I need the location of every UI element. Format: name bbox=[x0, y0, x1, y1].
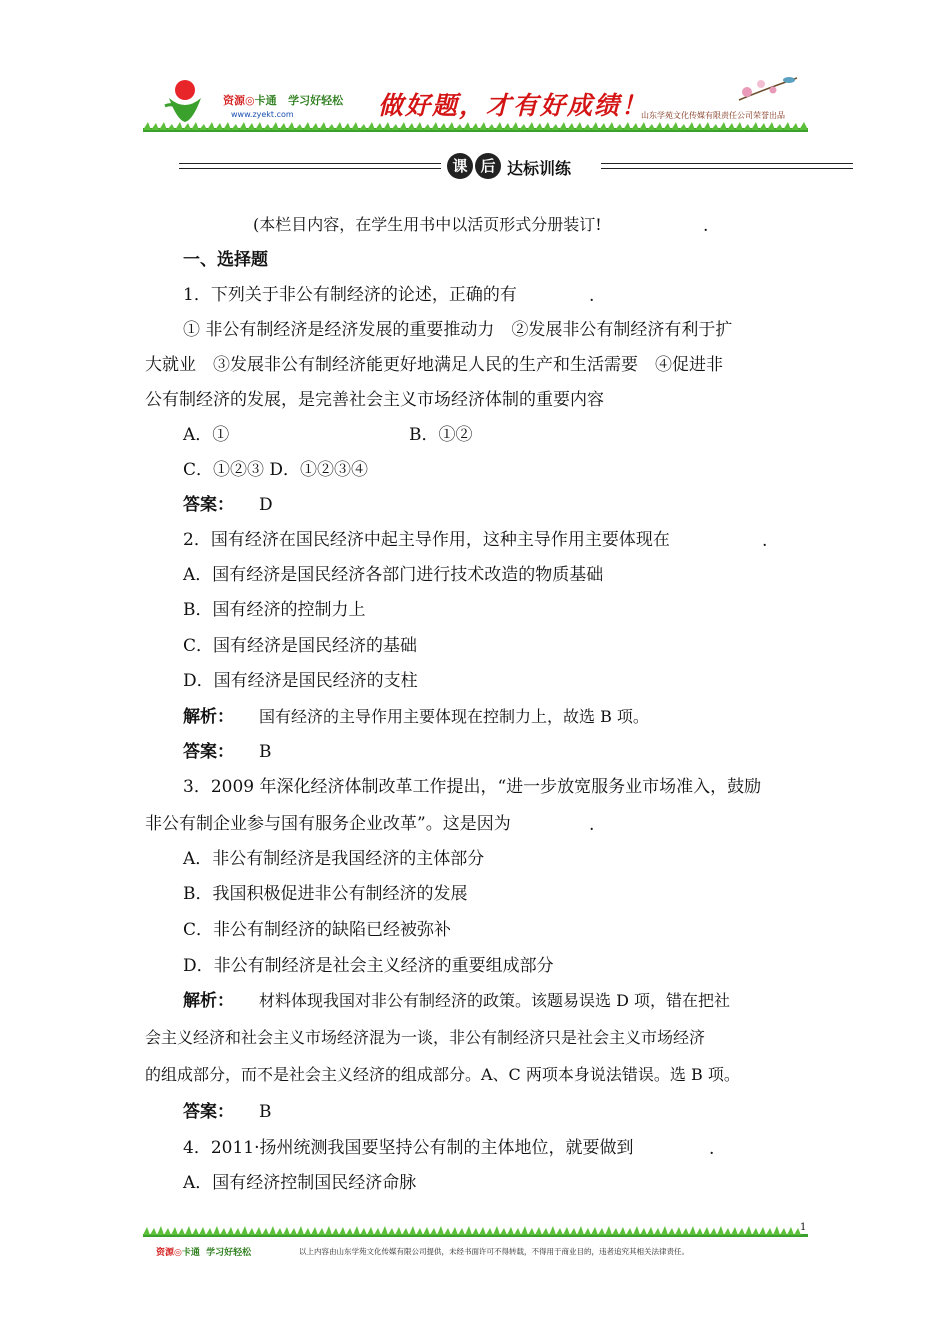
q3-answer: B bbox=[259, 1102, 272, 1122]
q2-option-c: C．国有经济是国民经济的基础 bbox=[183, 636, 418, 656]
q3-option-b: B．我国积极促进非公有制经济的发展 bbox=[183, 884, 468, 904]
q2-option-d: D．国有经济是国民经济的支柱 bbox=[183, 671, 418, 691]
section-title-box bbox=[441, 151, 601, 181]
q3-option-d: D．非公有制经济是社会主义经济的重要组成部分 bbox=[183, 956, 554, 976]
header-slogan: 做好题，才有好成绩！ bbox=[378, 91, 649, 120]
grass-border-decoration bbox=[143, 122, 808, 132]
section-title: 达标训练 bbox=[507, 159, 572, 178]
q3-option-a: A．非公有制经济是我国经济的主体部分 bbox=[183, 849, 485, 869]
footer-swirl-icon: ◎ bbox=[174, 1248, 182, 1258]
brand-swirl-icon: ◎ bbox=[245, 94, 255, 107]
header-publisher: 山东学苑文化传媒有限责任公司荣誉出品 bbox=[641, 111, 785, 120]
q3-answer-label: 答案： bbox=[183, 1102, 234, 1122]
q1-body-1: ① 非公有制经济是经济发展的重要推动力 ②发展非公有制经济有利于扩 bbox=[183, 320, 733, 340]
flower-bird-icon bbox=[733, 70, 803, 106]
footer-brand-tagline: 学习好轻松 bbox=[206, 1248, 252, 1258]
q2-analysis: 国有经济的主导作用主要体现在控制力上，故选 B 项。 bbox=[259, 707, 649, 726]
blank-marker: . bbox=[589, 815, 595, 835]
blank-marker: . bbox=[762, 531, 768, 551]
header-banner bbox=[143, 70, 808, 132]
part-title: 一、选择题 bbox=[183, 250, 268, 270]
q3-option-c: C．非公有制经济的缺陷已经被弥补 bbox=[183, 920, 452, 940]
brand-name bbox=[223, 92, 343, 108]
q1-stem: 1．下列关于非公有制经济的论述，正确的有 bbox=[183, 285, 517, 305]
section-divider-left bbox=[179, 163, 441, 169]
q1-option-b: B．①② bbox=[409, 425, 473, 445]
brand-name-mid: 卡通 bbox=[254, 94, 277, 107]
q3-analysis-2: 会主义经济和社会主义市场经济混为一谈，非公有制经济只是社会主义市场经济 bbox=[145, 1028, 706, 1047]
q1-answer: D bbox=[259, 495, 273, 515]
footer-copyright: 以上内容由山东学苑文化传媒有限公司提供，未经书面许可不得转载，不得用于商业目的，违者追究其相关法律责任。 bbox=[299, 1247, 689, 1256]
q2-stem: 2．国有经济在国民经济中起主导作用，这种主导作用主要体现在 bbox=[183, 530, 670, 550]
q2-option-b: B．国有经济的控制力上 bbox=[183, 600, 366, 620]
page-number: 1 bbox=[800, 1222, 807, 1233]
q1-answer-label: 答案： bbox=[183, 495, 234, 515]
q3-stem-2: 非公有制企业参与国有服务企业改革”。这是因为 bbox=[145, 814, 511, 834]
q1-option-cd: C．①②③ D．①②③④ bbox=[183, 460, 369, 480]
footer-brand-mid: 卡通 bbox=[181, 1248, 200, 1258]
blank-marker: . bbox=[709, 1139, 715, 1159]
q3-analysis-1: 材料体现我国对非公有制经济的政策。该题易误选 D 项，错在把社 bbox=[259, 991, 731, 1010]
binding-note: (本栏目内容，在学生用书中以活页形式分册装订! bbox=[253, 215, 602, 234]
brand-name-red: 资源 bbox=[223, 94, 245, 107]
q2-analysis-label: 解析： bbox=[183, 707, 234, 727]
brand-logo-icon bbox=[163, 76, 207, 124]
q1-body-2: 大就业 ③发展非公有制经济能更好地满足人民的生产和生活需要 ④促进非 bbox=[145, 355, 723, 375]
q2-option-a: A．国有经济是国民经济各部门进行技术改造的物质基础 bbox=[183, 565, 604, 585]
q2-answer: B bbox=[259, 742, 272, 762]
q1-body-3: 公有制经济的发展，是完善社会主义市场经济体制的重要内容 bbox=[145, 390, 604, 410]
q3-stem-1: 3．2009 年深化经济体制改革工作提出，“进一步放宽服务业市场准入，鼓励 bbox=[183, 777, 762, 797]
section-divider-right bbox=[601, 163, 853, 169]
q4-option-a: A．国有经济控制国民经济命脉 bbox=[183, 1173, 417, 1193]
section-icon-char-2: 后 bbox=[475, 153, 501, 179]
section-icon-char-1: 课 bbox=[447, 153, 473, 179]
brand-tagline: 学习好轻松 bbox=[288, 94, 344, 107]
brand-url: www.zyekt.com bbox=[231, 110, 294, 119]
q1-option-a: A．① bbox=[183, 425, 230, 445]
footer-brand bbox=[156, 1245, 251, 1258]
q2-answer-label: 答案： bbox=[183, 742, 234, 762]
q4-stem: 4．2011·扬州统测我国要坚持公有制的主体地位，就要做到 bbox=[183, 1138, 634, 1158]
blank-marker: . bbox=[589, 286, 595, 306]
footer-brand-red: 资源 bbox=[156, 1248, 175, 1258]
blank-marker: . bbox=[703, 216, 709, 236]
q3-analysis-3: 的组成部分，而不是社会主义经济的组成部分。A、C 两项本身说法错误。选 B 项。 bbox=[145, 1065, 740, 1084]
q3-analysis-label: 解析： bbox=[183, 991, 234, 1011]
footer-grass-decoration bbox=[143, 1225, 808, 1239]
